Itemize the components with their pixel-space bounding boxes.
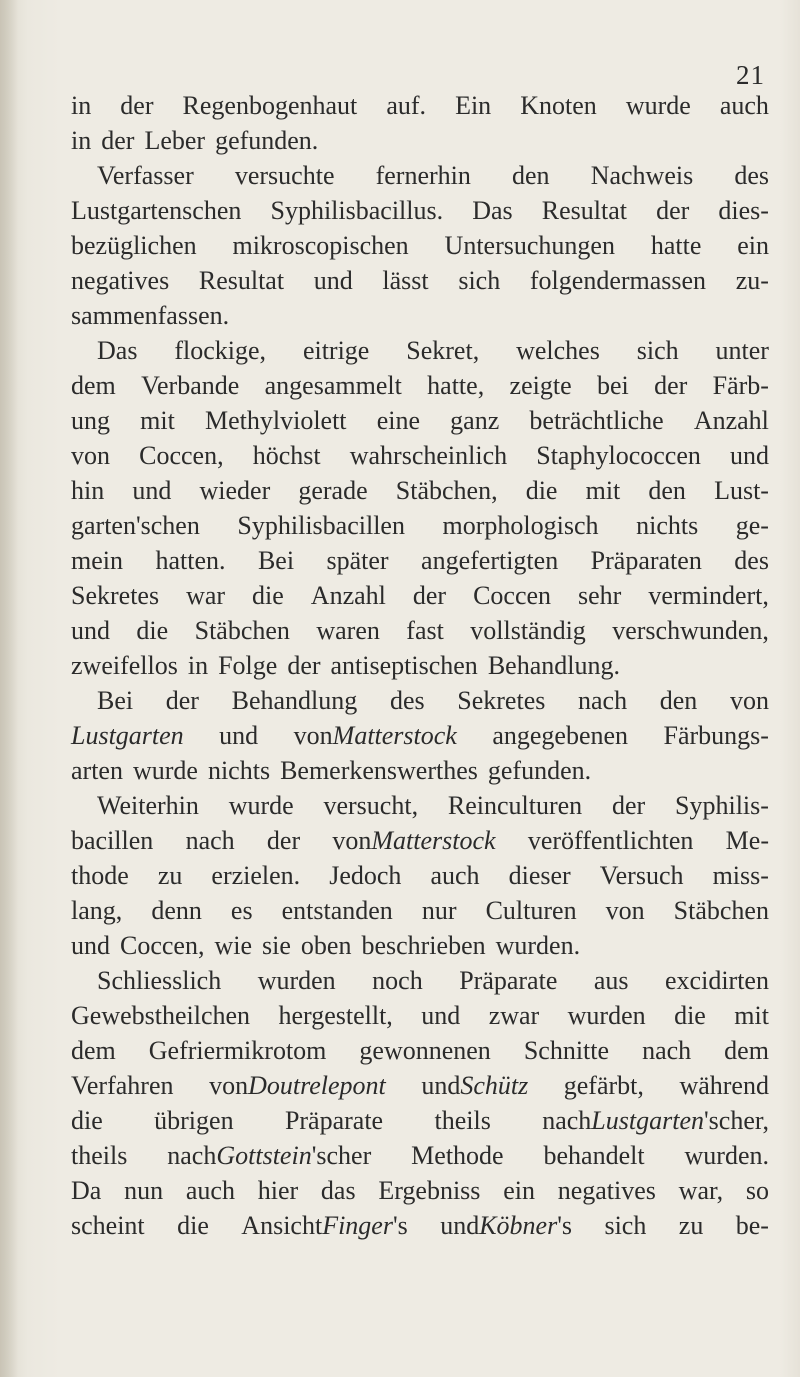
text-line: Sekretes war die Anzahl der Coccen sehr vermindert,	[71, 581, 769, 610]
text-line: Bei der Behandlung des Sekretes nach den von	[97, 686, 769, 715]
text-line: in der Leber gefunden.	[71, 126, 319, 155]
text-line: bacillen nach der vonMatterstock veröffentlichten Me-	[71, 826, 769, 855]
text-line: ung mit Methylviolett eine ganz beträchtliche Anzahl	[71, 406, 769, 435]
text-line: negatives Resultat und lässt sich folgendermassen zu-	[71, 266, 769, 295]
text-line: Schliesslich wurden noch Präparate aus excidirten	[97, 966, 769, 995]
text-line: von Coccen, höchst wahrscheinlich Staphylococcen und	[71, 441, 769, 470]
text-line: dem Gefriermikrotom gewonnenen Schnitte nach dem	[71, 1036, 769, 1065]
page-edge-shadow	[0, 0, 18, 1377]
text-line: arten wurde nichts Bemerkenswerthes gefunden.	[71, 756, 592, 785]
text-line: in der Regenbogenhaut auf. Ein Knoten wurde auch	[71, 91, 769, 120]
text-line: Gewebstheilchen hergestellt, und zwar wurden die mit	[71, 1001, 769, 1030]
text-line: scheint die AnsichtFinger's undKöbner's sich zu be-	[71, 1211, 769, 1240]
text-line: zweifellos in Folge der antiseptischen Behandlung.	[71, 651, 620, 680]
text-line: dem Verbande angesammelt hatte, zeigte bei der Färb-	[71, 371, 769, 400]
text-line: sammenfassen.	[71, 301, 230, 330]
text-line: Weiterhin wurde versucht, Reinculturen der Syphilis-	[97, 791, 769, 820]
text-line: hin und wieder gerade Stäbchen, die mit den Lust-	[71, 476, 769, 505]
text-line: die übrigen Präparate theils nachLustgarten'scher,	[71, 1106, 769, 1135]
text-line: Lustgartenschen Syphilisbacillus. Das Resultat der dies-	[71, 196, 769, 225]
body-text	[71, 88, 769, 1243]
text-line: theils nachGottstein'scher Methode behandelt wurden.	[71, 1141, 769, 1170]
text-line: bezüglichen mikroscopischen Untersuchungen hatte ein	[71, 231, 769, 260]
text-line: mein hatten. Bei später angefertigten Präparaten des	[71, 546, 769, 575]
text-line: Verfahren vonDoutrelepont undSchütz gefärbt, während	[71, 1071, 769, 1100]
text-line: garten'schen Syphilisbacillen morphologisch nichts ge-	[71, 511, 769, 540]
text-line: Lustgarten und vonMatterstock angegebenen Färbungs-	[71, 721, 769, 750]
page-number: 21	[736, 60, 765, 90]
text-line: thode zu erzielen. Jedoch auch dieser Versuch miss-	[71, 861, 769, 890]
text-line: Das flockige, eitrige Sekret, welches sich unter	[97, 336, 769, 365]
text-line: und Coccen, wie sie oben beschrieben wurden.	[71, 931, 581, 960]
text-line: Da nun auch hier das Ergebniss ein negatives war, so	[71, 1176, 769, 1205]
text-line: und die Stäbchen waren fast vollständig verschwunden,	[71, 616, 769, 645]
text-line: Verfasser versuchte fernerhin den Nachweis des	[97, 161, 769, 190]
text-line: lang, denn es entstanden nur Culturen von Stäbchen	[71, 896, 769, 925]
